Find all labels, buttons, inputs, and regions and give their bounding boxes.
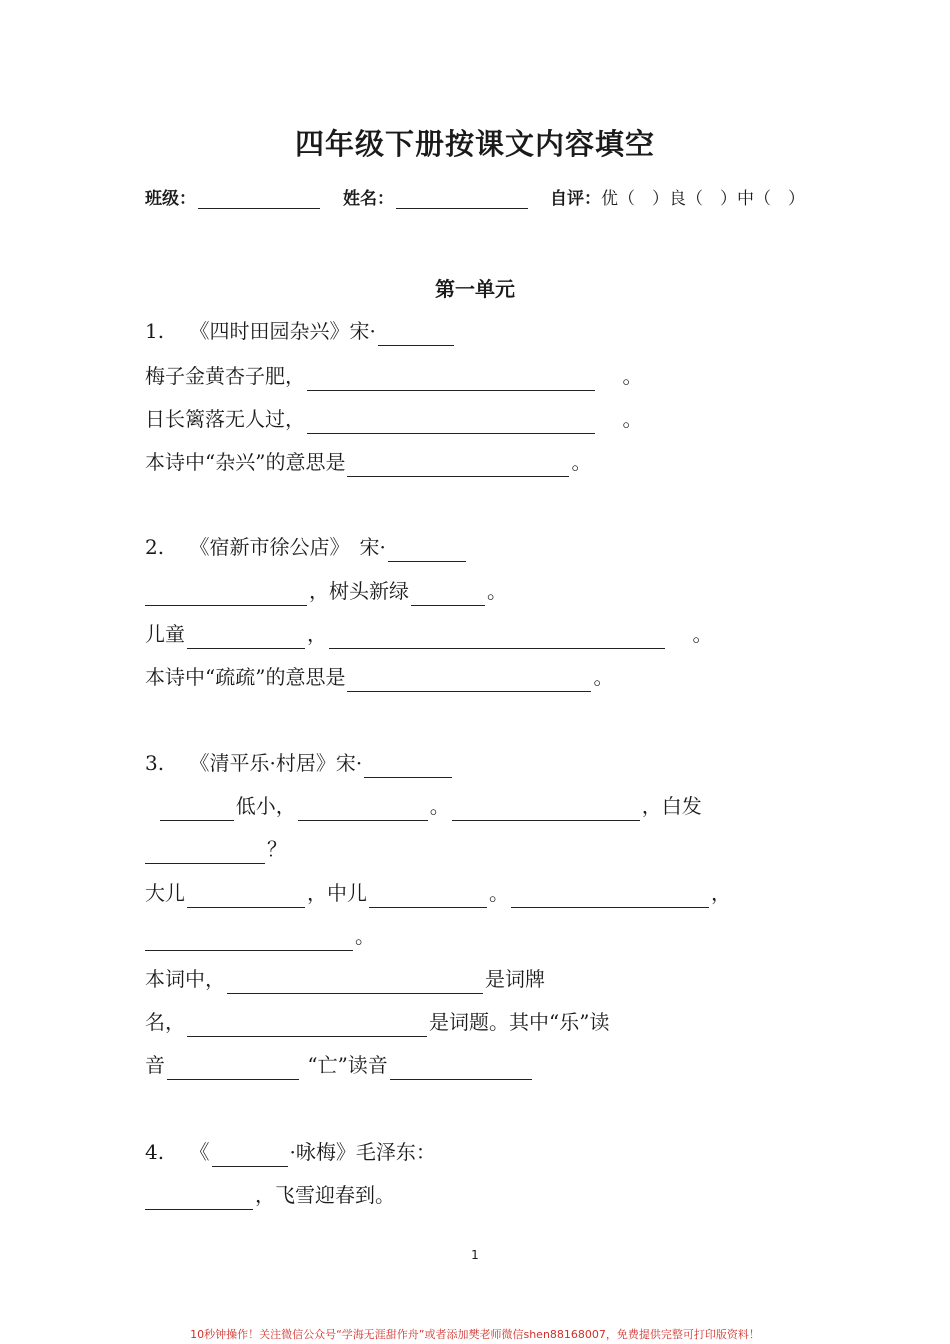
q3-line7-text-b: “亡”读音 bbox=[307, 1053, 388, 1077]
unit-title: 第一单元 bbox=[435, 277, 515, 301]
q4-line1-blank[interactable] bbox=[145, 1187, 253, 1210]
q1-line2 bbox=[145, 404, 642, 434]
q3-line3-period: 。 bbox=[489, 881, 509, 905]
q3-line7-blank-b[interactable] bbox=[390, 1057, 532, 1080]
q1-author-blank[interactable] bbox=[378, 323, 454, 346]
q1-heading bbox=[145, 316, 456, 346]
q1-line3-blank[interactable] bbox=[347, 454, 569, 477]
q3-line3 bbox=[145, 878, 731, 908]
q2-line1-period: 。 bbox=[487, 579, 507, 603]
q2-author-blank[interactable] bbox=[388, 539, 466, 562]
q2-number: 2. bbox=[145, 535, 165, 559]
name-label: 姓名： bbox=[343, 189, 394, 209]
q2-line2-blank-a[interactable] bbox=[187, 626, 305, 649]
q3-line6 bbox=[145, 1007, 609, 1037]
q2-line1-blank-b[interactable] bbox=[411, 583, 485, 606]
q1-line2-period: 。 bbox=[622, 407, 643, 431]
q2-line1-text: ，树头新绿 bbox=[309, 579, 409, 603]
q3-heading-text: 《清平乐·村居》宋· bbox=[189, 751, 363, 775]
q1-number: 1. bbox=[145, 319, 165, 343]
self-eval-field bbox=[550, 184, 805, 209]
q3-author-blank[interactable] bbox=[364, 755, 452, 778]
footer-promo: 10秒钟操作！关注微信公众号“学海无涯甜作舟”或者添加樊老师微信shen88168007，免费提供完整可打印版资料！ bbox=[190, 1328, 760, 1341]
q3-line2-end: ？ bbox=[267, 837, 287, 861]
q3-line3-blank-c[interactable] bbox=[511, 885, 709, 908]
q4-heading-open: 《 bbox=[189, 1140, 210, 1164]
q3-line3-text-b: ，中儿 bbox=[307, 881, 367, 905]
q1-line3-text: 本诗中“杂兴”的意思是 bbox=[145, 450, 346, 474]
q3-line4 bbox=[145, 921, 375, 951]
q3-line6-blank[interactable] bbox=[187, 1014, 427, 1037]
q1-line3 bbox=[145, 447, 591, 477]
q2-line2 bbox=[145, 619, 712, 649]
q3-line1 bbox=[145, 791, 702, 821]
q1-line2-blank[interactable] bbox=[307, 411, 595, 434]
q2-line2-text: 儿童 bbox=[145, 622, 185, 646]
q3-line1-text-a: 低小， bbox=[235, 794, 296, 818]
q3-line3-comma: ， bbox=[711, 881, 731, 905]
name-field bbox=[343, 184, 530, 209]
q2-line3-blank[interactable] bbox=[347, 669, 591, 692]
q2-line3-text: 本诗中“疏疏”的意思是 bbox=[145, 665, 346, 689]
q3-line5-text-b: 是词牌 bbox=[485, 967, 545, 991]
q2-heading-text: 《宿新市徐公店》 宋· bbox=[189, 535, 386, 559]
q3-line7 bbox=[145, 1050, 534, 1080]
class-field bbox=[145, 184, 322, 209]
q3-line2 bbox=[145, 834, 287, 864]
q2-line1-blank-a[interactable] bbox=[145, 583, 307, 606]
q1-line3-period: 。 bbox=[571, 450, 592, 474]
q3-line2-blank[interactable] bbox=[145, 841, 265, 864]
self-eval-options: 优（ ）良（ ）中（ ） bbox=[601, 189, 805, 209]
q4-line1-text: ，飞雪迎春到。 bbox=[255, 1183, 395, 1207]
q3-line3-text-a: 大儿 bbox=[145, 881, 185, 905]
q3-line1-blank-b[interactable] bbox=[298, 798, 428, 821]
q3-heading bbox=[145, 748, 454, 778]
q1-line1 bbox=[145, 361, 642, 391]
q3-line4-period: 。 bbox=[355, 924, 375, 948]
q3-line1-period: 。 bbox=[429, 794, 450, 818]
q2-line2-blank-b[interactable] bbox=[329, 626, 665, 649]
q3-line5-text-a: 本词中， bbox=[145, 967, 225, 991]
q2-line3 bbox=[145, 662, 613, 692]
q1-heading-text: 《四时田园杂兴》宋· bbox=[189, 319, 376, 343]
q3-line1-text-b: 白发 bbox=[661, 794, 702, 818]
q3-line1-blank-a[interactable] bbox=[160, 798, 234, 821]
q3-line5-blank[interactable] bbox=[227, 971, 483, 994]
q1-line1-text: 梅子金黄杏子肥， bbox=[145, 364, 305, 388]
q4-heading bbox=[145, 1137, 436, 1167]
q2-line1 bbox=[145, 576, 507, 606]
q3-line3-blank-a[interactable] bbox=[187, 885, 305, 908]
page-number: 1 bbox=[471, 1248, 479, 1262]
q4-number: 4. bbox=[145, 1140, 165, 1164]
q4-heading-close: ·咏梅》毛泽东： bbox=[289, 1140, 436, 1164]
q3-line1-comma: ， bbox=[641, 794, 662, 818]
q3-line6-text-a: 名， bbox=[145, 1010, 185, 1034]
q2-line2-comma: ， bbox=[307, 622, 327, 646]
class-label: 班级： bbox=[145, 189, 196, 209]
q3-line3-blank-b[interactable] bbox=[369, 885, 487, 908]
q3-line7-text-a: 音 bbox=[145, 1053, 165, 1077]
q2-heading bbox=[145, 532, 468, 562]
q2-line2-period: 。 bbox=[692, 622, 713, 646]
q1-line1-blank[interactable] bbox=[307, 368, 595, 391]
q2-line3-period: 。 bbox=[593, 665, 614, 689]
q1-line1-period: 。 bbox=[622, 364, 643, 388]
self-eval-label: 自评： bbox=[550, 189, 601, 209]
q1-line2-text: 日长篱落无人过， bbox=[145, 407, 305, 431]
q3-line6-text-b: 是词题。其中“乐”读 bbox=[429, 1010, 610, 1034]
q3-line7-blank-a[interactable] bbox=[167, 1057, 299, 1080]
class-blank[interactable] bbox=[198, 190, 320, 209]
q4-title-blank[interactable] bbox=[212, 1144, 288, 1167]
q3-line4-blank[interactable] bbox=[145, 928, 353, 951]
q4-line1 bbox=[145, 1180, 395, 1210]
q3-number: 3. bbox=[145, 751, 165, 775]
name-blank[interactable] bbox=[396, 190, 528, 209]
q3-line1-blank-c[interactable] bbox=[452, 798, 640, 821]
page-title: 四年级下册按课文内容填空 bbox=[294, 127, 655, 161]
q3-line5 bbox=[145, 964, 545, 994]
